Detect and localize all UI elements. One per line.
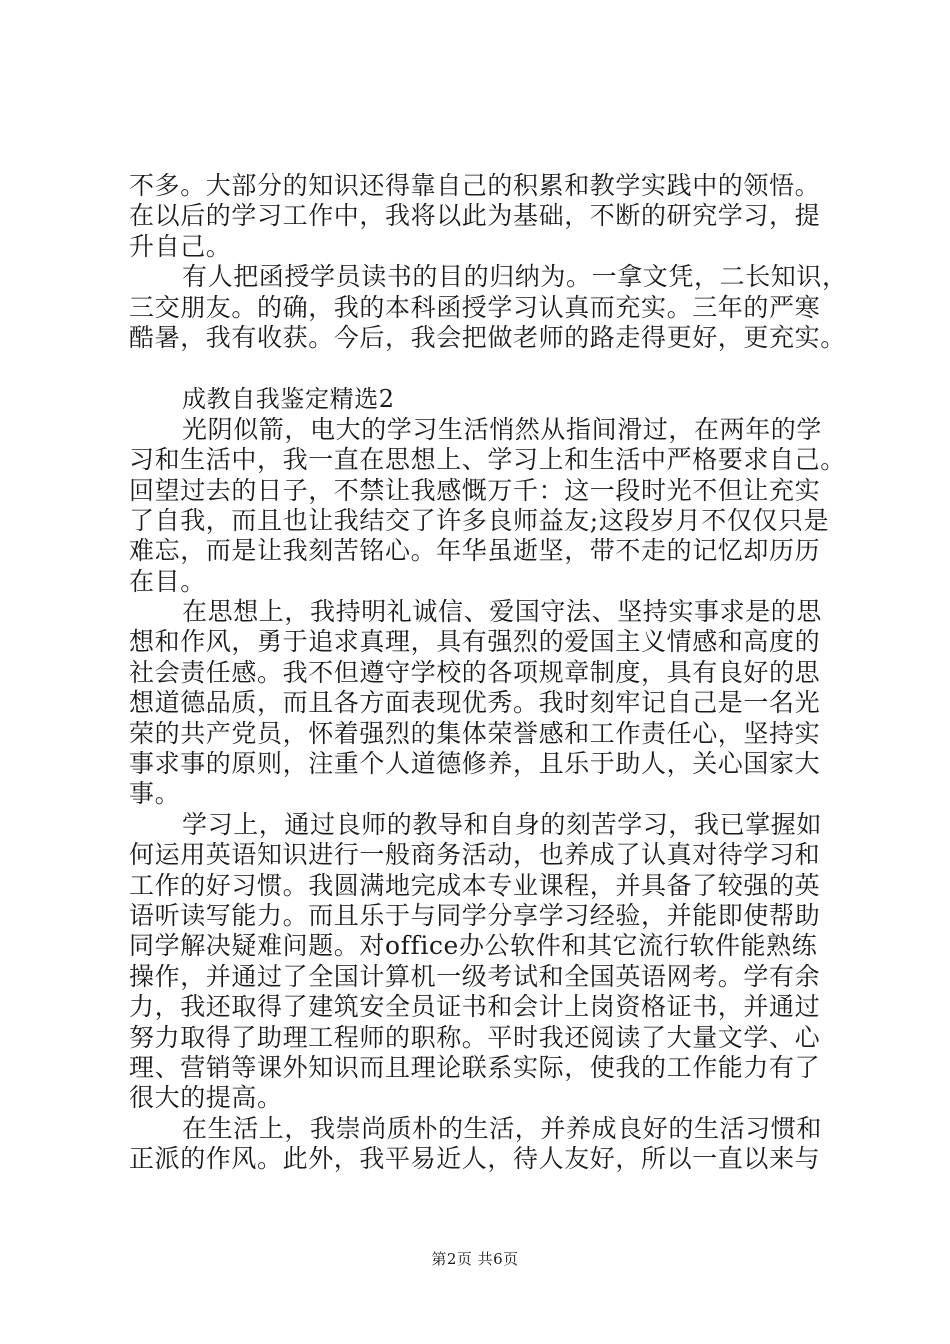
document-body	[129, 171, 848, 1175]
paragraph-start-line: 学习上，通过良师的教导和自身的刻苦学习，我已掌握如	[182, 809, 823, 839]
text-line: 升自己。	[129, 231, 232, 261]
paragraph-start-line: 有人把函授学员读书的目的归纳为。一拿文凭，二长知识，	[182, 262, 848, 292]
text-line: 语听读写能力。而且乐于与同学分享学习经验，并能即使帮助	[129, 900, 821, 930]
text-line: 很大的提高。	[129, 1083, 283, 1113]
paragraph-start-line: 光阴似箭，电大的学习生活悄然从指间滑过，在两年的学	[182, 414, 823, 444]
text-line: 工作的好习惯。我圆满地完成本专业课程，并具备了较强的英	[129, 870, 821, 900]
text-line: 想道德品质，而且各方面表现优秀。我时刻牢记自己是一名光	[129, 688, 821, 718]
paragraph-start-line: 在生活上，我崇尚质朴的生活，并养成良好的生活习惯和	[182, 1113, 823, 1143]
text-line: 不多。大部分的知识还得靠自己的积累和教学实践中的领悟。	[129, 171, 821, 200]
text-line: 事。	[129, 779, 181, 809]
blank-line	[129, 353, 837, 384]
text-line: 在以后的学习工作中，我将以此为基础，不断的研究学习，提	[129, 201, 821, 231]
text-line: 事求事的原则，注重个人道德修养，且乐于助人，关心国家大	[129, 749, 821, 779]
text-line: 同学解决疑难问题。对office办公软件和其它流行软件能熟练	[129, 931, 818, 961]
text-line: 三交朋友。的确，我的本科函授学习认真而充实。三年的严寒	[129, 292, 821, 322]
text-line: 酷暑，我有收获。今后，我会把做老师的路走得更好，更充实。	[129, 322, 846, 352]
text-line: 操作，并通过了全国计算机一级考试和全国英语网考。学有余	[129, 961, 821, 991]
text-line: 社会责任感。我不但遵守学校的各项规章制度，具有良好的思	[129, 657, 821, 687]
text-line: 回望过去的日子，不禁让我感慨万千：这一段时光不但让充实	[129, 475, 821, 505]
page-number-footer: 第2页 共6页	[431, 1250, 519, 1268]
section-heading: 成教自我鉴定精选2	[182, 385, 395, 414]
text-line: 荣的共产党员，怀着强烈的集体荣誉感和工作责任心，坚持实	[129, 718, 821, 748]
text-line: 习和生活中，我一直在思想上、学习上和生活中严格要求自己。	[129, 445, 846, 475]
text-line: 何运用英语知识进行一般商务活动，也养成了认真对待学习和	[129, 840, 821, 870]
text-line: 力，我还取得了建筑安全员证书和会计上岗资格证书，并通过	[129, 992, 821, 1022]
text-line: 在目。	[129, 566, 206, 596]
text-line: 理、营销等课外知识而且理论联系实际，使我的工作能力有了	[129, 1052, 821, 1082]
text-line: 难忘，而是让我刻苦铭心。年华虽逝坚，带不走的记忆却历历	[129, 536, 821, 566]
text-line: 正派的作风。此外，我平易近人，待人友好，所以一直以来与	[129, 1144, 821, 1174]
paragraph-start-line: 在思想上，我持明礼诚信、爱国守法、坚持实事求是的思	[182, 597, 823, 627]
text-line: 想和作风，勇于追求真理，具有强烈的爱国主义情感和高度的	[129, 627, 821, 657]
text-line: 努力取得了助理工程师的职称。平时我还阅读了大量文学、心	[129, 1022, 821, 1052]
text-line: 了自我，而且也让我结交了许多良师益友;这段岁月不仅仅只是	[129, 505, 830, 535]
